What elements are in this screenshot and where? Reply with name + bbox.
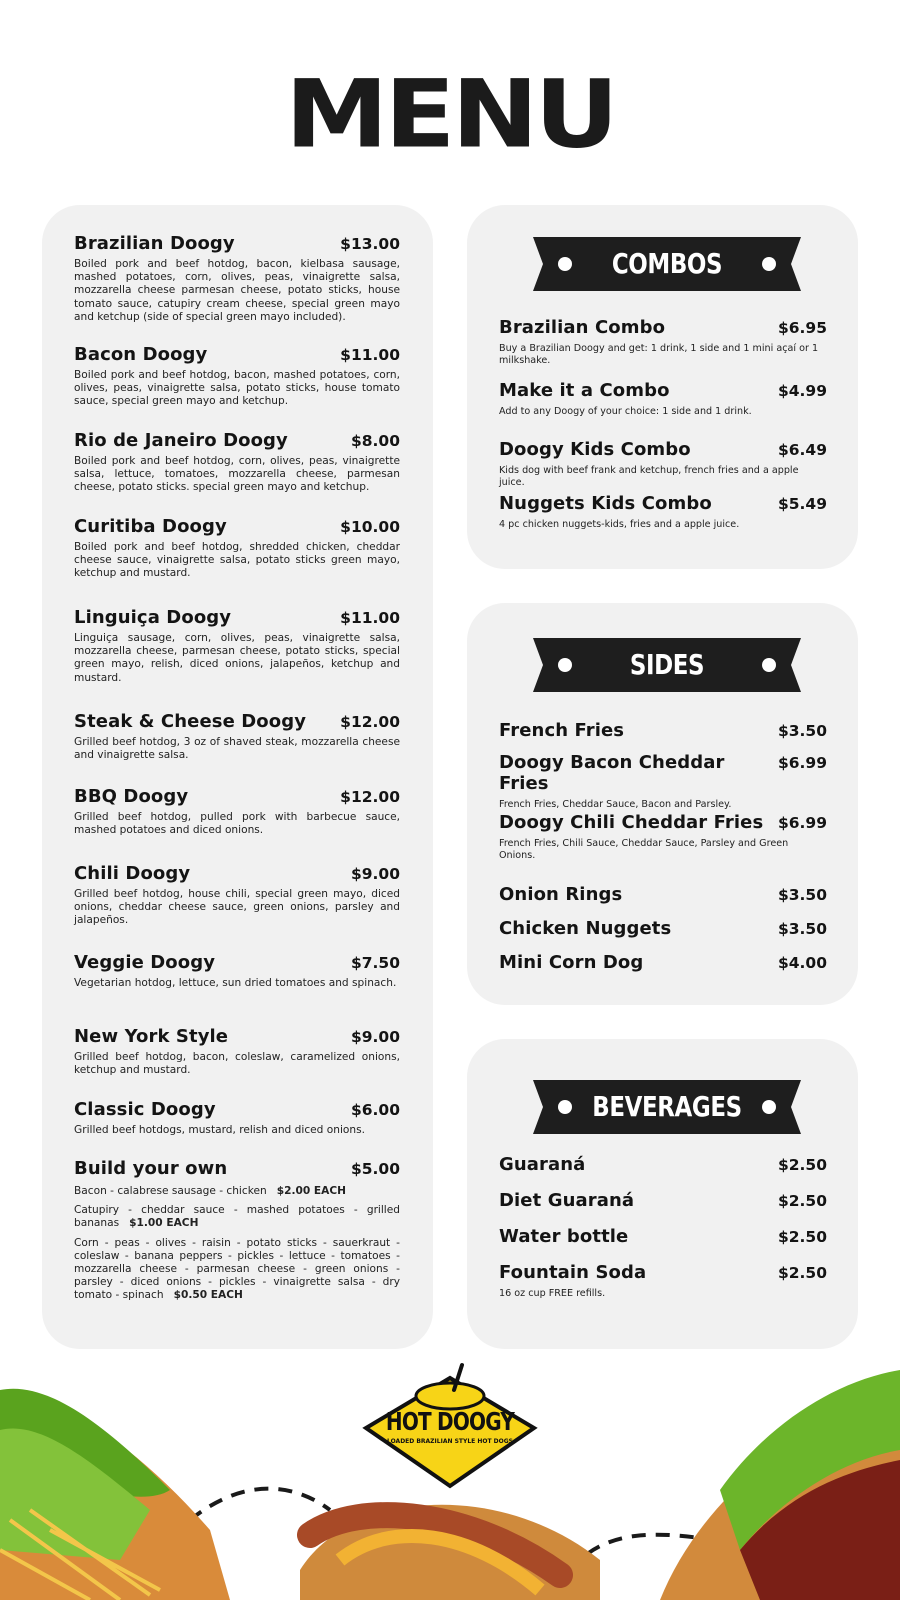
- menu-item: [499, 918, 827, 939]
- item-price: $11.00: [340, 346, 400, 364]
- item-price: $3.50: [777, 920, 827, 938]
- menu-item: [499, 493, 827, 531]
- item-price: $7.50: [350, 954, 400, 972]
- item-name: Doogy Bacon Cheddar Fries: [499, 752, 725, 794]
- item-price: $2.50: [777, 1228, 827, 1246]
- menu-item: [499, 884, 827, 905]
- item-name: Onion Rings: [499, 884, 623, 905]
- item-price: $13.00: [340, 235, 400, 253]
- menu-item: [499, 1154, 827, 1175]
- item-price: $12.00: [340, 788, 400, 806]
- menu-item: [499, 317, 827, 368]
- menu-item: [74, 430, 400, 495]
- item-name: Fountain Soda: [499, 1262, 647, 1283]
- item-description: Grilled beef hotdog, pulled pork with barbecue sauce, mashed potatoes and diced onions.: [74, 811, 400, 837]
- item-description: French Fries, Cheddar Sauce, Bacon and Parsley.: [499, 799, 732, 810]
- item-name: Steak & Cheese Doogy: [74, 711, 307, 732]
- item-description: Vegetarian hotdog, lettuce, sun dried tomatoes and spinach.: [74, 977, 397, 989]
- section-heading: BEVERAGES: [592, 1090, 742, 1123]
- item-description: Grilled beef hotdog, bacon, coleslaw, caramelized onions, ketchup and mustard.: [74, 1051, 400, 1077]
- item-name: Guaraná: [499, 1154, 586, 1175]
- menu-item: [74, 607, 400, 685]
- item-description: Boiled pork and beef hotdog, corn, olives, peas, vinaigrette salsa, lettuce, tomatoes, mozzarella cheese, parmesan cheese, potato sticks. special green mayo and ketchup.: [74, 455, 400, 494]
- item-name: Doogy Chili Cheddar Fries: [499, 812, 764, 833]
- menu-item: [74, 711, 400, 762]
- hot-doogy-logo: [362, 1362, 538, 1490]
- item-price: $12.00: [340, 713, 400, 731]
- menu-item: [74, 863, 400, 928]
- menu-item: [499, 1190, 827, 1211]
- item-name: Nuggets Kids Combo: [499, 493, 712, 514]
- section-heading: SIDES: [629, 648, 705, 681]
- combos-card: [467, 205, 858, 569]
- menu-item: [499, 952, 827, 973]
- addon-text: Catupiry - cheddar sauce - mashed potatoes - grilled bananas: [74, 1204, 400, 1230]
- item-price: $6.99: [777, 754, 827, 772]
- item-price: $4.00: [777, 954, 827, 972]
- item-name: Brazilian Combo: [499, 317, 666, 338]
- item-description: Grilled beef hotdog, 3 oz of shaved steak, mozzarella cheese and vinaigrette salsa.: [74, 736, 400, 762]
- menu-item: [499, 1226, 827, 1247]
- addon-price: $1.00 EACH: [129, 1217, 199, 1230]
- item-price: $11.00: [340, 609, 400, 627]
- item-price: $10.00: [340, 518, 400, 536]
- menu-title: MENU: [284, 59, 616, 169]
- beverages-banner: [527, 1078, 807, 1136]
- item-description: Boiled pork and beef hotdog, bacon, mashed potatoes, corn, olives, peas, vinaigrette salsa, potato sticks, house tomato sauce, special green mayo and ketchup.: [74, 369, 400, 408]
- hotdogs-card: [42, 205, 433, 1349]
- item-name: Make it a Combo: [499, 380, 670, 401]
- item-name: Doogy Kids Combo: [499, 439, 691, 460]
- item-description: Linguiça sausage, corn, olives, peas, vinaigrette salsa, mozzarella cheese, parmesan cheese, potato sticks, special green mayo, relish, diced onions, jalapeños, ketchup and mustard.: [74, 632, 400, 684]
- item-description: Kids dog with beef frank and ketchup, french fries and a apple juice.: [499, 465, 799, 489]
- menu-item: [74, 1099, 400, 1137]
- addon-line: [74, 1204, 400, 1230]
- item-description: 16 oz cup FREE refills.: [499, 1288, 606, 1299]
- item-name: Water bottle: [499, 1226, 629, 1247]
- item-name: Rio de Janeiro Doogy: [74, 430, 288, 451]
- beverages-card: [467, 1039, 858, 1349]
- item-price: $6.00: [350, 1101, 400, 1119]
- item-name: Chicken Nuggets: [499, 918, 672, 939]
- addon-text: Bacon - calabrese sausage - chicken: [74, 1185, 267, 1197]
- item-price: $6.49: [777, 441, 827, 459]
- menu-item: [499, 812, 827, 863]
- item-price: $2.50: [777, 1192, 827, 1210]
- item-price: $8.00: [350, 432, 400, 450]
- addon-line: [74, 1185, 400, 1198]
- addon-text: Corn - peas - olives - raisin - potato sticks - sauerkraut - coleslaw - banana peppers - pickles - lettuce - tomatoes - mozzarella cheese - parmesan cheese - green onions - parsley - diced onions - pickles - vinaigrette salsa - dry tomato - spinach: [74, 1236, 400, 1302]
- item-price: $3.50: [777, 886, 827, 904]
- item-price: $5.00: [350, 1160, 400, 1178]
- item-description: Buy a Brazilian Doogy and get: 1 drink, 1 side and 1 mini açaí or 1 milkshake.: [499, 343, 819, 367]
- item-price: $2.50: [777, 1156, 827, 1174]
- item-price: $6.95: [777, 319, 827, 337]
- sides-card: [467, 603, 858, 1005]
- combos-banner: [527, 235, 807, 293]
- item-name: Diet Guaraná: [499, 1190, 635, 1211]
- item-price: $2.50: [777, 1264, 827, 1282]
- build-your-own: [74, 1158, 400, 1303]
- sides-banner: [527, 636, 807, 694]
- item-name: Build your own: [74, 1158, 228, 1179]
- item-description: French Fries, Chili Sauce, Cheddar Sauce, Parsley and Green Onions.: [499, 838, 789, 862]
- menu-item: [499, 752, 827, 811]
- menu-item: [74, 516, 400, 581]
- menu-item: [499, 439, 827, 490]
- logo-tagline: LOADED BRAZILIAN STYLE HOT DOGS: [387, 1438, 513, 1445]
- section-heading: COMBOS: [611, 247, 723, 280]
- item-name: Classic Doogy: [74, 1099, 216, 1120]
- item-name: Brazilian Doogy: [74, 233, 235, 254]
- addon-price: $2.00 EACH: [276, 1185, 346, 1197]
- item-name: Chili Doogy: [74, 863, 191, 884]
- logo-name: HOT DOOGY: [385, 1407, 515, 1436]
- item-price: $9.00: [350, 865, 400, 883]
- item-price: $3.50: [777, 722, 827, 740]
- item-price: $4.99: [777, 382, 827, 400]
- addon-line: [74, 1237, 400, 1303]
- item-price: $9.00: [350, 1028, 400, 1046]
- addon-price: $0.50 EACH: [173, 1289, 243, 1302]
- item-description: Add to any Doogy of your choice: 1 side and 1 drink.: [499, 406, 752, 417]
- menu-item: [499, 380, 827, 418]
- item-name: New York Style: [74, 1026, 229, 1047]
- item-price: $5.49: [777, 495, 827, 513]
- item-name: French Fries: [499, 720, 625, 741]
- item-description: Grilled beef hotdog, house chili, special green mayo, diced onions, cheddar cheese sauce, green onions, parsley and jalapeños.: [74, 888, 400, 927]
- item-description: Boiled pork and beef hotdog, shredded chicken, cheddar cheese sauce, vinaigrette salsa, potato sticks green mayo, ketchup and mustard.: [74, 541, 400, 580]
- menu-item: [74, 344, 400, 409]
- menu-item: [499, 1262, 827, 1300]
- item-name: BBQ Doogy: [74, 786, 189, 807]
- item-description: 4 pc chicken nuggets-kids, fries and a apple juice.: [499, 519, 740, 530]
- menu-item: [74, 952, 400, 990]
- item-price: $6.99: [777, 814, 827, 832]
- item-description: Grilled beef hotdogs, mustard, relish and diced onions.: [74, 1124, 365, 1136]
- item-name: Bacon Doogy: [74, 344, 208, 365]
- item-description: Boiled pork and beef hotdog, bacon, kielbasa sausage, mashed potatoes, corn, olives, peas, vinaigrette salsa, mozzarella cheese parmesan cheese, potato sticks, house tomato sauce, catupiry cream cheese, special green mayo and ketchup (side of special green mayo included).: [74, 258, 400, 323]
- item-name: Mini Corn Dog: [499, 952, 644, 973]
- item-name: Curitiba Doogy: [74, 516, 227, 537]
- item-name: Linguiça Doogy: [74, 607, 232, 628]
- menu-item: [74, 233, 400, 324]
- menu-item: [499, 720, 827, 741]
- item-name: Veggie Doogy: [74, 952, 216, 973]
- menu-item: [74, 786, 400, 837]
- menu-item: [74, 1026, 400, 1077]
